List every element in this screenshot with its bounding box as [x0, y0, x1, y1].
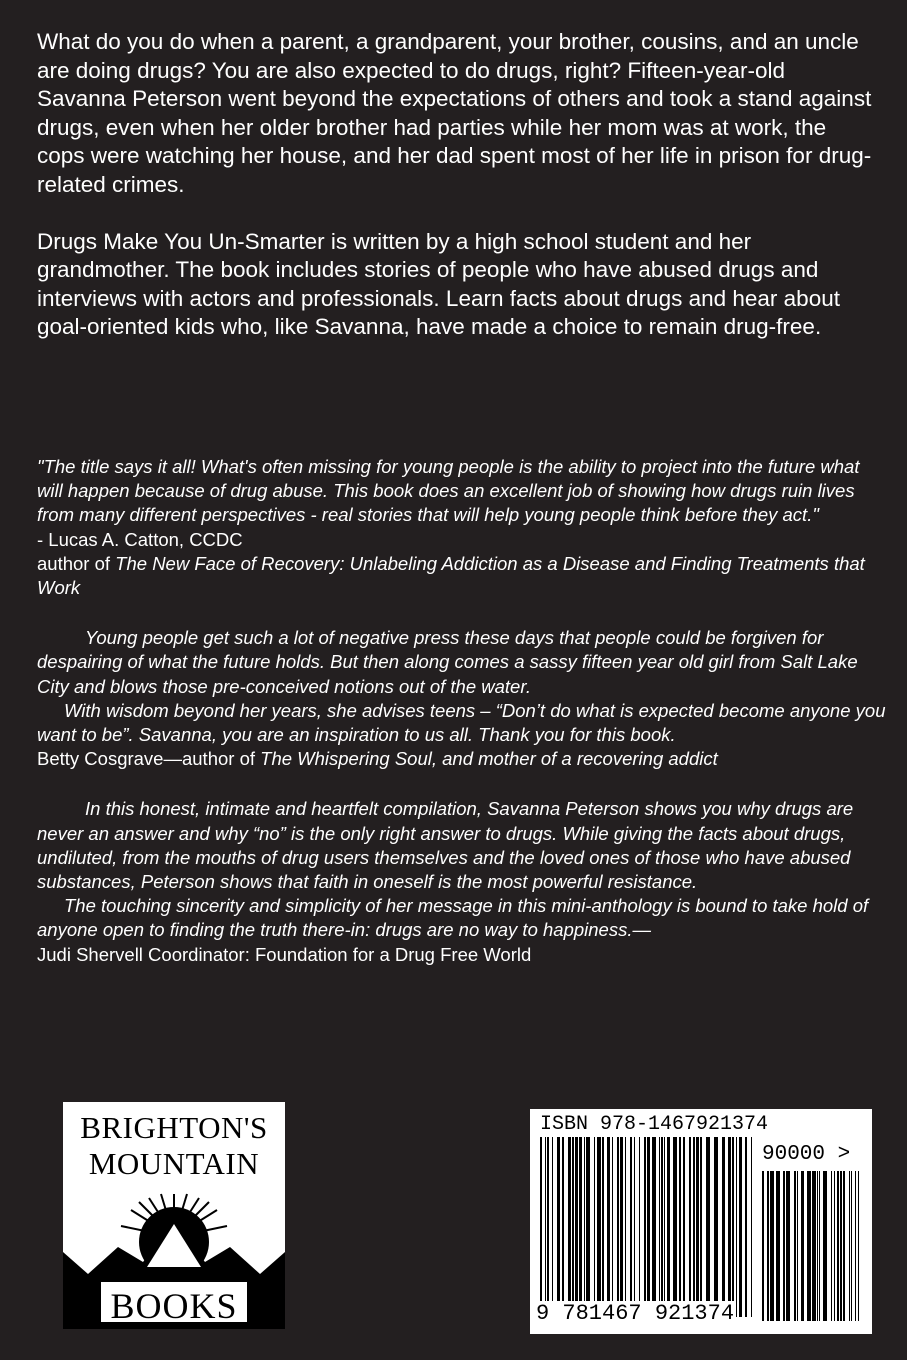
- review-1-quote: "The title says it all! What's often missing for young people is the ability to project into the future what will happen because of drug abuse. This book does an excellent job of showing how drugs ruin lives from many different perspectives - real stories that will help young people think before they act.": [37, 456, 860, 526]
- review-2-paragraph-2: With wisdom beyond her years, she advises teens – “Don’t do what is expected become anyone you want to be”. Savanna, you are an inspiration to us all. Thank you for this book.: [37, 699, 886, 746]
- review-2-paragraph-1: Young people get such a lot of negative press these days that people could be forgiven for despairing of what the future holds. But then along comes a sassy fifteen year old girl from Salt Lake City and blows those pre-conceived notions out of the water.: [37, 627, 858, 697]
- isbn-label: ISBN 978-1467921374: [540, 1113, 769, 1136]
- review-1-author-prefix: author of: [37, 552, 116, 574]
- blurb-paragraph-1: What do you do when a parent, a grandparent, your brother, cousins, and an uncle are doing drugs? You are also expected to do drugs, right? Fifteen-year-old Savanna Peterson went beyond the expectations of others and took a stand against drugs, even when her older brother had parties while her mom was at work, the cops were watching her house, and her dad spent most of her life in prison for drug-related crimes.: [37, 29, 872, 197]
- review-1-book-title: The New Face of Recovery: Unlabeling Addiction as a Disease and Finding Treatments that Work: [37, 552, 865, 599]
- logo-text-mountain: MOUNTAIN: [88, 1146, 260, 1181]
- review-1-attribution: - Lucas A. Catton, CCDC: [37, 528, 243, 550]
- isbn-barcode: [530, 1109, 872, 1334]
- review-3-attribution: Judi Shervell Coordinator: Foundation for a Drug Free World: [37, 943, 532, 965]
- reviews-section: [37, 455, 887, 967]
- blurb-paragraph-2: Drugs Make You Un-Smarter is written by a high school student and her grandmother. The book includes stories of people who have abused drugs and interviews with actors and professionals. Learn facts about drugs and hear about goal-oriented kids who, like Savanna, have made a choice to remain drug-free.: [37, 228, 840, 340]
- review-2-attribution: [37, 747, 887, 771]
- isbn-digits: 9 781467 921374: [536, 1301, 735, 1326]
- review-2-attribution-title: The Whispering Soul, and mother of a recovering addict: [260, 748, 718, 770]
- review-1-author-line: [37, 552, 887, 600]
- review-2-attribution-prefix: Betty Cosgrave—author of: [37, 748, 261, 770]
- publisher-logo: [63, 1102, 285, 1329]
- logo-text-brightons: BRIGHTON'S: [80, 1110, 268, 1145]
- back-cover-blurb: [37, 28, 877, 370]
- logo-text-books: BOOKS: [110, 1286, 238, 1326]
- review-3-paragraph-1: In this honest, intimate and heartfelt compilation, Savanna Peterson shows you why drugs are never an answer and why “no” is the only right answer to drugs. While giving the facts about drugs, undiluted, from the mouths of drug users themselves and the loved ones of those who have abused substances, Peterson shows that faith in oneself is the most powerful resistance.: [37, 798, 854, 893]
- review-3-paragraph-2: The touching sincerity and simplicity of her message in this mini-anthology is bound to take hold of anyone open to finding the truth there-in: drugs are no way to happiness.—: [37, 895, 869, 941]
- price-addon-code: 90000 >: [762, 1143, 851, 1166]
